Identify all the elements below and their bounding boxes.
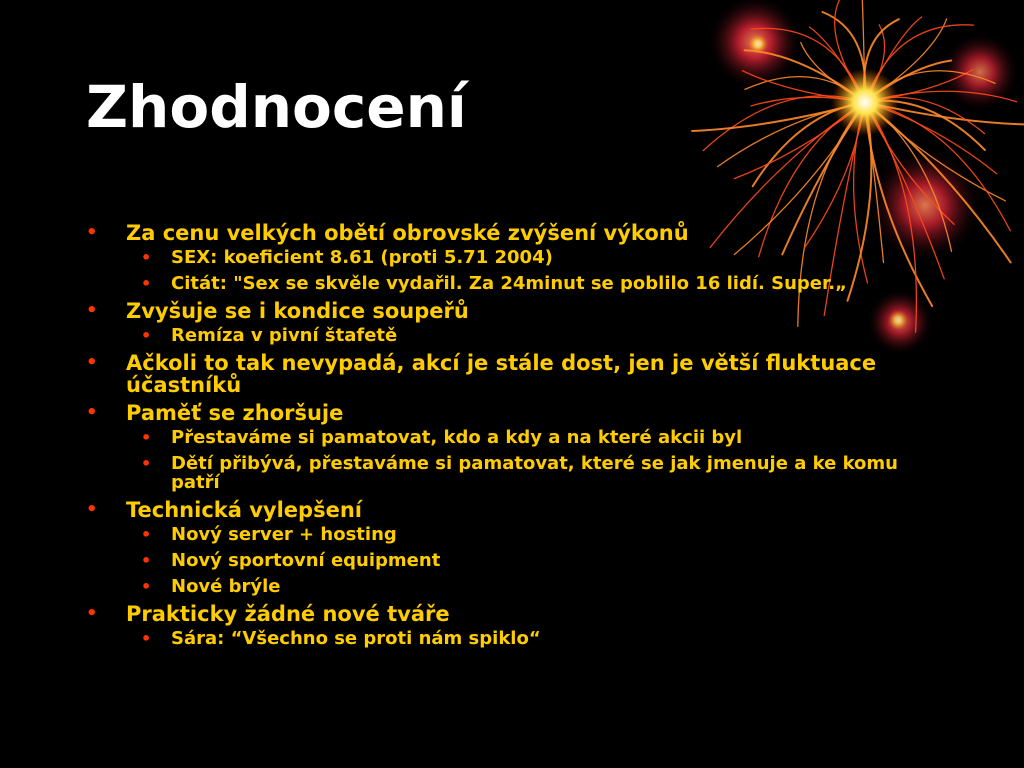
bullet-icon: • — [141, 454, 152, 473]
bullet-list — [86, 222, 946, 655]
list-item-text: Technická vylepšení — [126, 498, 362, 522]
sub-list — [126, 248, 946, 293]
sub-list-item — [126, 629, 936, 648]
bullet-icon: • — [86, 222, 98, 243]
list-item-text: Prakticky žádné nové tváře — [126, 602, 450, 626]
sub-list-item-text: Nový sportovní equipment — [171, 550, 441, 571]
sub-list-item — [126, 274, 936, 293]
slide-title: Zhodnocení — [86, 73, 467, 141]
sub-list-item-text: Přestaváme si pamatovat, kdo a kdy a na které akcii byl — [171, 427, 743, 448]
bullet-icon: • — [141, 428, 152, 447]
sub-list — [126, 629, 946, 648]
bullet-icon: • — [141, 525, 152, 544]
list-item — [86, 603, 946, 648]
sub-list-item-text: Dětí přibývá, přestaváme si pamatovat, které se jak jmenuje a ke komu patří — [171, 453, 898, 493]
list-item — [86, 300, 946, 345]
sub-list — [126, 428, 946, 492]
list-item-text: Za cenu velkých obětí obrovské zvýšení výkonů — [126, 221, 689, 245]
sub-list-item-text: Sára: “Všechno se proti nám spiklo“ — [171, 628, 541, 649]
bullet-icon: • — [86, 300, 98, 321]
sub-list — [126, 525, 946, 596]
bullet-icon: • — [141, 577, 152, 596]
sub-list-item — [126, 525, 936, 544]
list-item — [86, 402, 946, 492]
sub-list-item — [126, 428, 936, 447]
bullet-icon: • — [141, 629, 152, 648]
bullet-icon: • — [86, 402, 98, 423]
bullet-icon: • — [141, 274, 152, 293]
list-item-text: Zvyšuje se i kondice soupeřů — [126, 299, 469, 323]
sub-list — [126, 326, 946, 345]
sub-list-item-text: Nový server + hosting — [171, 524, 397, 545]
bullet-icon: • — [141, 248, 152, 267]
sub-list-item — [126, 326, 936, 345]
list-item — [86, 499, 946, 596]
list-item — [86, 222, 946, 293]
sub-list-item — [126, 551, 936, 570]
sub-list-item-text: Citát: "Sex se skvěle vydařil. Za 24minut se poblilo 16 lidí. Super.„ — [171, 273, 847, 294]
sub-list-item — [126, 248, 936, 267]
bullet-icon: • — [86, 352, 98, 373]
sub-list-item-text: Remíza v pivní štafetě — [171, 325, 398, 346]
list-item-text: Ačkoli to tak nevypadá, akcí je stále dost, jen je větší fluktuace účastníků — [126, 351, 877, 397]
sub-list-item — [126, 577, 936, 596]
list-item-text: Paměť se zhoršuje — [126, 401, 344, 425]
bullet-icon: • — [86, 603, 98, 624]
sub-list-item-text: Nové brýle — [171, 576, 281, 597]
sub-list-item — [126, 454, 936, 492]
bullet-icon: • — [141, 551, 152, 570]
bullet-icon: • — [86, 499, 98, 520]
bullet-icon: • — [141, 326, 152, 345]
list-item — [86, 352, 946, 396]
sub-list-item-text: SEX: koeficient 8.61 (proti 5.71 2004) — [171, 247, 553, 268]
